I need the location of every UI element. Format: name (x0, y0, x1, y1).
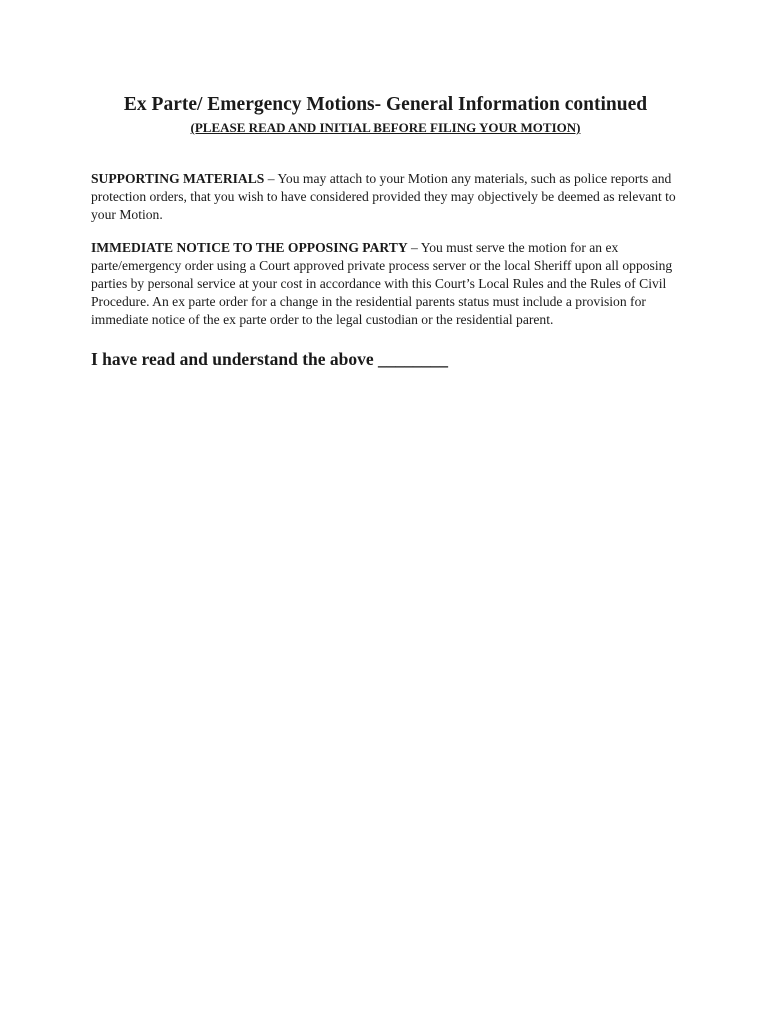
immediate-notice-body: You must serve the motion for an ex parte/emergency order using a Court approved private process server or the local Sheriff upon all opposing parties by personal service at your cost in accordance with this Court’s Local Rules and the Rules of Civil Procedure. An ex parte order for a change in the residential parents status must include a provision for immediate notice of the ex parte order to the legal custodian or the residential parent. (91, 239, 673, 328)
document-subtitle: (PLEASE READ AND INITIAL BEFORE FILING YOUR MOTION) (190, 120, 581, 135)
immediate-notice-section (91, 239, 680, 330)
acknowledgement-line: I have read and understand the above ________ (91, 348, 449, 369)
document-title: Ex Parte/ Emergency Motions- General Information continued (123, 94, 648, 115)
supporting-materials-body: You may attach to your Motion any materials, such as police reports and protection orders, that you wish to have considered provided they may objectively be deemed as relevant to your Motion. (91, 171, 676, 223)
immediate-notice-heading: IMMEDIATE NOTICE TO THE OPPOSING PARTY (91, 239, 408, 255)
supporting-materials-heading: SUPPORTING MATERIALS (91, 171, 265, 186)
supporting-materials-section (91, 170, 680, 225)
section-dash: – (407, 239, 421, 255)
section-dash: – (264, 171, 278, 186)
